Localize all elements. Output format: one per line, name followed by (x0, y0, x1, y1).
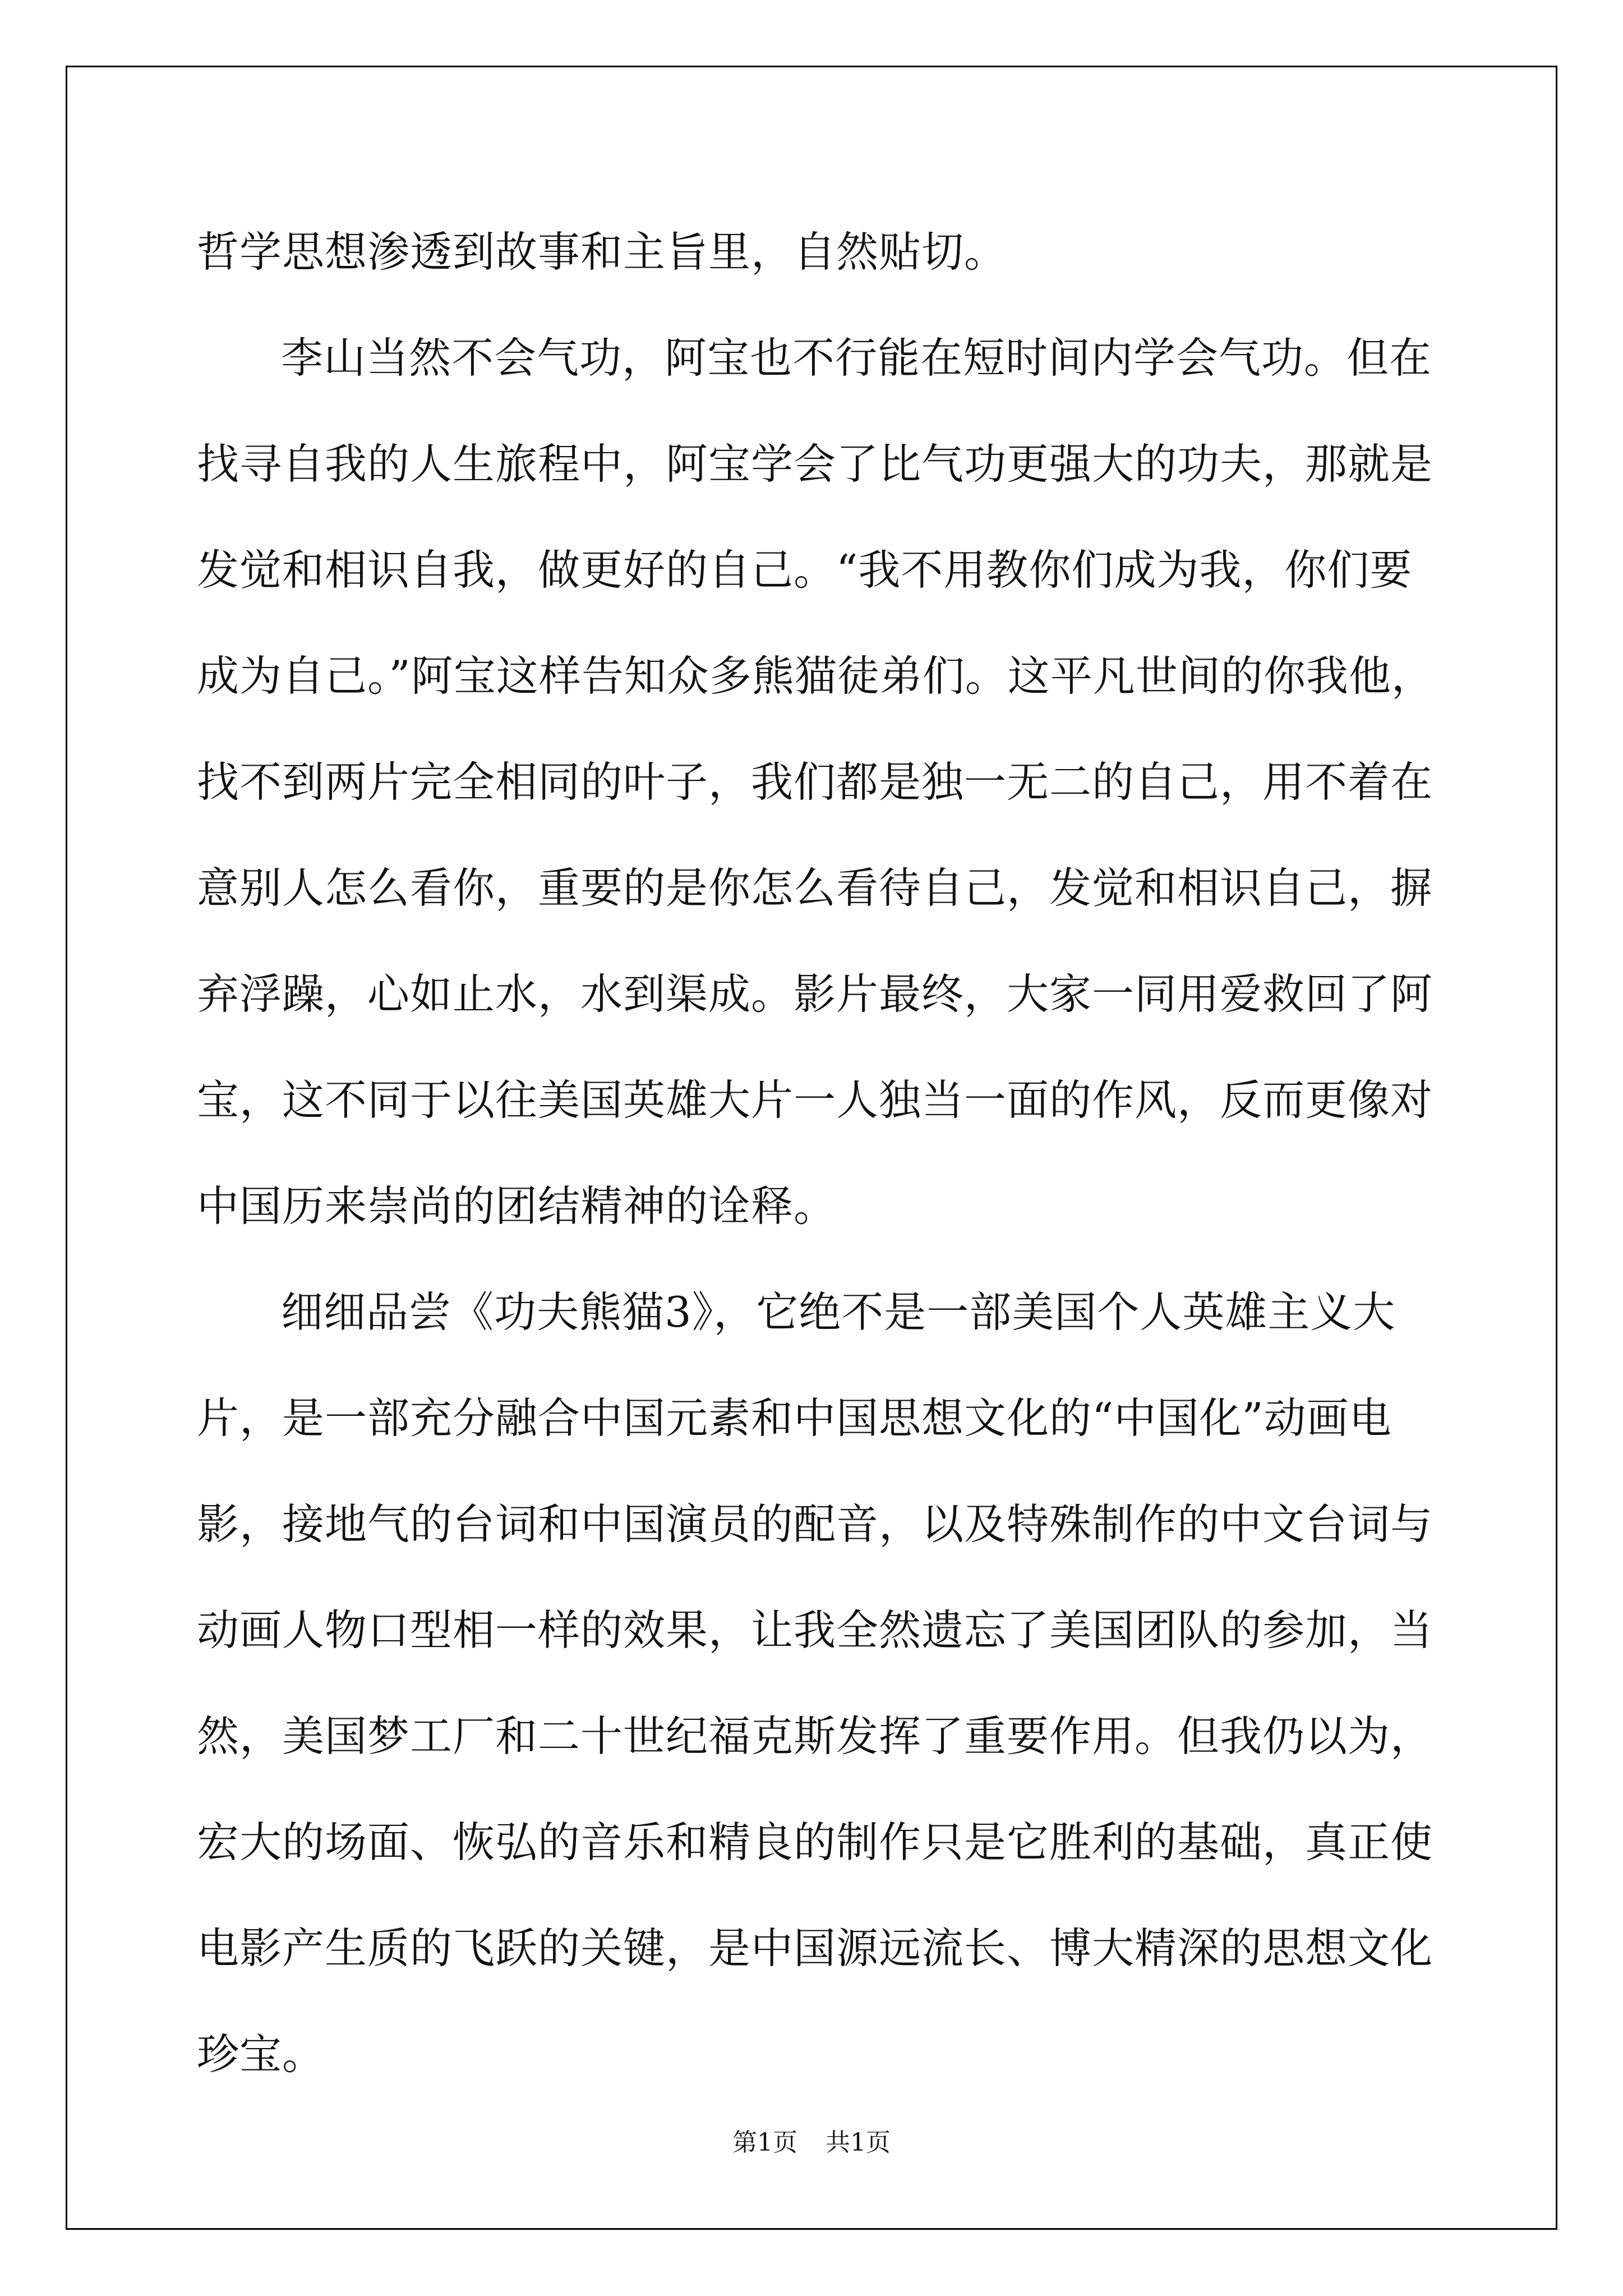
page-total: 共1页 (826, 2128, 891, 2157)
page-number: 第1页 (732, 2128, 797, 2157)
page-footer (0, 2126, 1623, 2160)
paragraph: 细细品尝《功夫熊猫3》，它绝不是一部美国个人英雄主义大片，是一部充分融合中国元素和中国思想文化的“中国化”动画电影，接地气的台词和中国演员的配音，以及特殊制作的中文台词与动画人物口型相一样的效果，让我全然遗忘了美国团队的参加，当然，美国梦工厂和二十世纪福克斯发挥了重要作用。但我仍以为，宏大的场面、恢弘的音乐和精良的制作只是它胜利的基础，真正使电影产生质的飞跃的关键，是中国源远流长、博大精深的思想文化珍宝。 (197, 1287, 1433, 2079)
document-body (197, 199, 1436, 2108)
paragraph-continuation: 哲学思想渗透到故事和主旨里，自然贴切。 (197, 227, 1007, 277)
paragraph: 李山当然不会气功，阿宝也不行能在短时间内学会气功。但在找寻自我的人生旅程中，阿宝学会了比气功更强大的功夫，那就是发觉和相识自我，做更好的自己。“我不用教你们成为我，你们要成为自己。”阿宝这样告知众多熊猫徒弟们。这平凡世间的你我他，找不到两片完全相同的叶子，我们都是独一无二的自己，用不着在意别人怎么看你，重要的是你怎么看待自己，发觉和相识自己，摒弃浮躁，心如止水，水到渠成。影片最终，大家一同用爱救回了阿宝，这不同于以往美国英雄大片一人独当一面的作风，反而更像对中国历来崇尚的团结精神的诠释。 (197, 333, 1434, 1231)
